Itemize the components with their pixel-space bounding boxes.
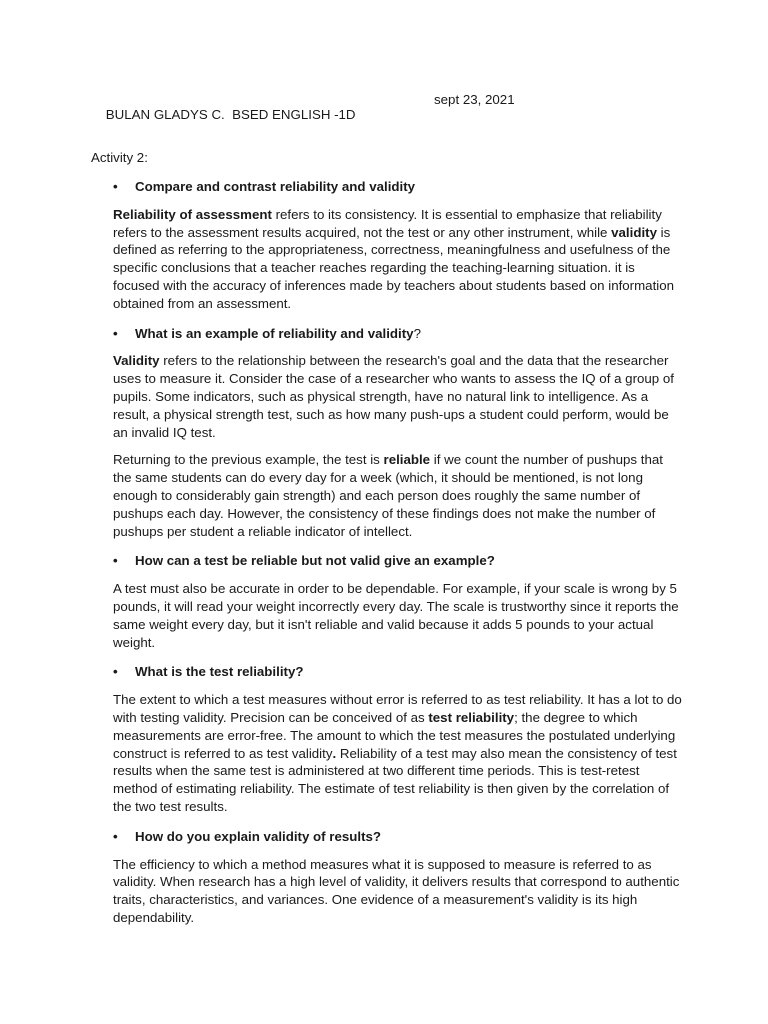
question-mark: ? (413, 325, 421, 341)
student-name-program: BULAN GLADYS C. BSED ENGLISH -1D (105, 107, 356, 122)
bold-term: validity (611, 224, 657, 240)
question-text: What is an example of reliability and validity (135, 325, 414, 341)
paragraph-text: ; the degree to which measurements are error-free. The amount to which the test measures the postulated underlying construct is referred to as test validity (113, 709, 676, 761)
question-text: Compare and contrast reliability and validity (135, 179, 416, 194)
paragraph-text: refers to the relationship between the research's goal and the data that the researcher uses to measure it. Consider the case of a researcher who wants to assess the IQ of a group of pupils. Some indicators, such as physical strength, have no natural link to intelligence. As a result, a physical strength test, such as how many push-ups a student could perform, would be an invalid IQ test. (113, 353, 674, 440)
bold-term: Reliability of assessment (113, 206, 272, 222)
question-heading (113, 663, 683, 681)
question-heading (113, 552, 683, 570)
paragraph-text: Returning to the previous example, the test is (113, 452, 384, 468)
bold-term: test reliability (428, 709, 515, 725)
bold-period: . (332, 745, 337, 761)
question-text: What is the test reliability? (135, 664, 304, 680)
answer-paragraph: The efficiency to which a method measures what it is supposed to measure is referred to as validity. When research has a high level of validity, it delivers results that correspond to authentic traits, characteristics, and variances. One evidence of a measurement's validity is its high dependability. (113, 856, 680, 925)
answer-paragraph (113, 352, 683, 441)
question-heading (113, 178, 683, 196)
question-text: How can a test be reliable but not valid give an example? (135, 553, 495, 569)
paragraph-text: Reliability of a test may also mean the consistency of test results when the same test is administered at two different time periods. This is test-retest method of estimating reliability. The estimate of test reliability is then given by the correlation of the two test results. (113, 745, 677, 814)
bullet-icon: • (113, 664, 118, 680)
document-body (113, 178, 683, 937)
bullet-icon: • (113, 179, 118, 194)
paragraph-text: refers to its consistency. It is essential to emphasize that reliability refers to the assessment results acquired, not the test or any other instrument, while (113, 206, 662, 240)
bullet-icon: • (113, 325, 118, 341)
question-heading (113, 828, 683, 846)
document-header (91, 92, 515, 152)
answer-paragraph (113, 691, 683, 816)
question-text: How do you explain validity of results? (135, 828, 382, 844)
activity-title: Activity 2: (91, 150, 148, 165)
paragraph-text: if we count the number of pushups that the same students can do every day for a week (which, it should be mentioned, is not long enough to considerably gain strength) and each person does roughly the same number of pushups each day. However, the consistency of these findings does not make the number of pushups per student a reliable indicator of intellect. (113, 452, 663, 539)
bullet-icon: • (113, 828, 118, 844)
paragraph-text: The extent to which a test measures without error is referred to as test reliability. It has a lot to do with testing validity. Precision can be conceived of as (113, 692, 682, 725)
bullet-icon: • (113, 553, 118, 569)
answer-paragraph (113, 206, 683, 313)
answer-paragraph: A test must also be accurate in order to be dependable. For example, if your scale is wrong by 5 pounds, it will read your weight incorrectly every day. The scale is trustworthy since it reports the same weight every day, but it isn't reliable and valid because it adds 5 pounds to your actual weight. (113, 581, 679, 650)
paragraph-text: is defined as referring to the appropriateness, correctness, meaningfulness and usefulness of the specific conclusions that a teacher reaches regarding the teaching-learning situation. it is focused with the accuracy of inferences made by teachers about students based on information obtained from an assessment. (113, 224, 675, 311)
question-heading (113, 325, 683, 343)
bold-term: Validity (113, 353, 160, 369)
document-date: sept 23, 2021 (434, 92, 515, 107)
bold-term: reliable (383, 452, 431, 468)
answer-paragraph (113, 451, 683, 540)
